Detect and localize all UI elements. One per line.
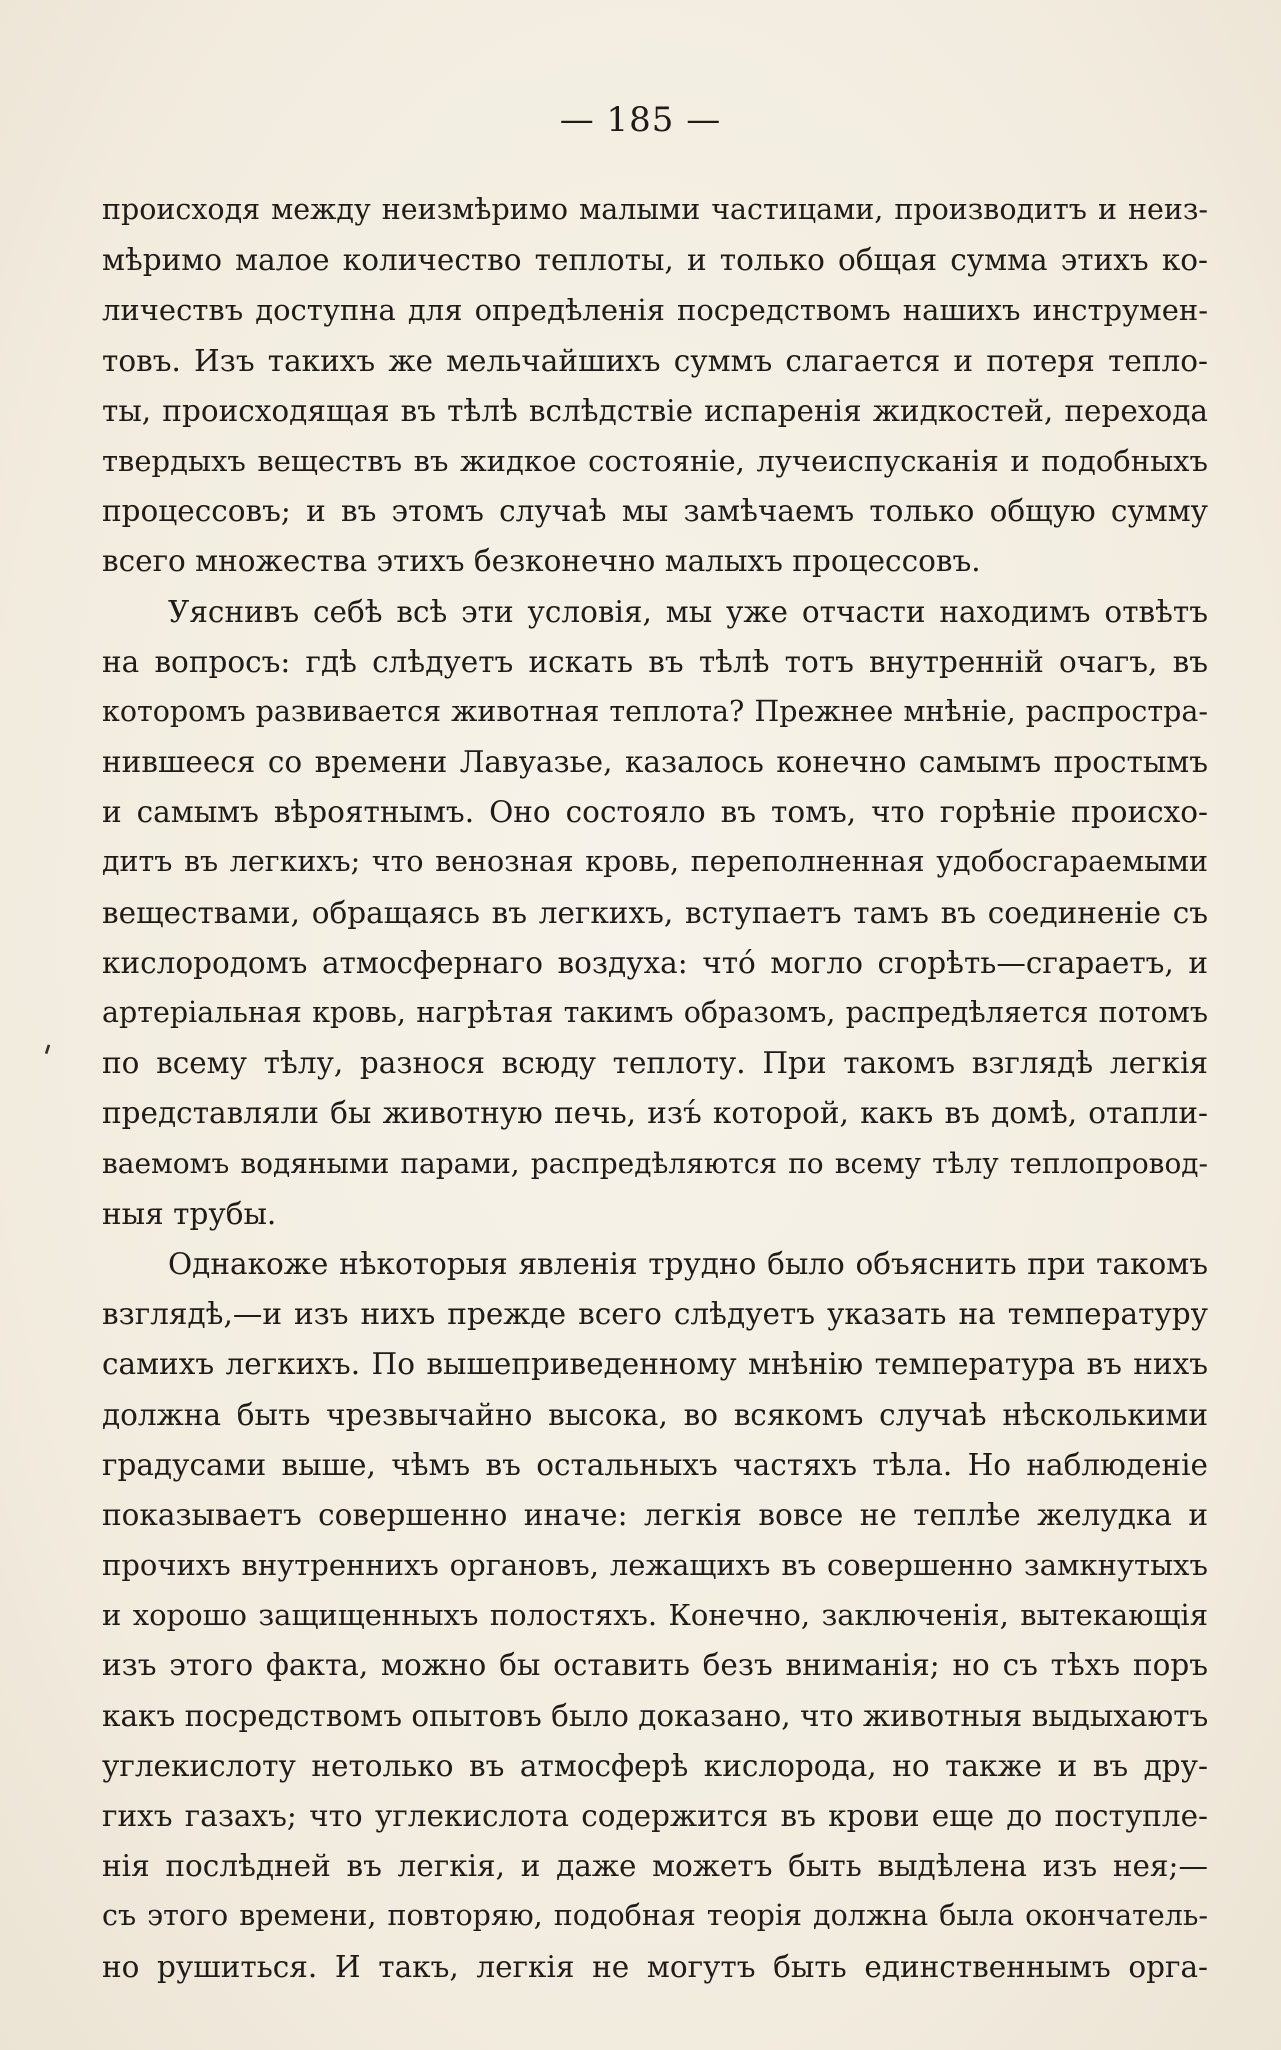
text-line: какъ посредствомъ опытовъ было доказано, что животныя выдыхаютъ bbox=[102, 1698, 1209, 1733]
text-line: процессовъ; и въ этомъ случаѣ мы замѣчаемъ только общую сумму bbox=[102, 494, 1208, 529]
text-line: дитъ въ легкихъ; что венозная кровь, переполненная удобосгараемыми bbox=[102, 845, 1208, 879]
text-line: твердыхъ веществъ въ жидкое состояніе, лучеиспусканія и подобныхъ bbox=[102, 443, 1208, 478]
text-line: которомъ развивается животная теплота? Прежнее мнѣніе, распростра- bbox=[102, 694, 1208, 728]
text-line: веществами, обращаясь въ легкихъ, вступаетъ тамъ въ соединеніе съ bbox=[102, 895, 1208, 930]
text-line: артеріальная кровь, нагрѣтая такимъ образомъ, распредѣляется потомъ bbox=[102, 996, 1208, 1029]
text-line: изъ этого факта, можно бы оставить безъ вниманія; но съ тѣхъ поръ bbox=[102, 1648, 1208, 1683]
text-line: Уяснивъ себѣ всѣ эти условія, мы уже отчасти находимъ отвѣтъ bbox=[168, 594, 1208, 629]
text-line: ваемомъ водяными парами, распредѣляются по всему тѣлу теплопровод- bbox=[102, 1146, 1208, 1180]
text-line: ты, происходящая въ тѣлѣ вслѣдствіе испаренія жидкостей, перехода bbox=[102, 393, 1208, 428]
text-line: показываетъ совершенно иначе: легкія вовсе не теплѣе желудка и bbox=[102, 1497, 1208, 1532]
text-line: мѣримо малое количество теплоты, и только общая сумма этихъ ко- bbox=[102, 243, 1208, 278]
text-line: гихъ газахъ; что углекислота содержится въ крови еще до поступле- bbox=[102, 1799, 1208, 1833]
text-line: товъ. Изъ такихъ же мельчайшихъ суммъ слагается и потеря тепло- bbox=[102, 343, 1208, 378]
text-line: представляли бы животную печь, изъ́ которой, какъ въ домѣ, отапли- bbox=[102, 1096, 1208, 1131]
text-line: ныя трубы. bbox=[102, 1196, 277, 1231]
text-line: съ этого времени, повторяю, подобная теорія должна была окончатель- bbox=[102, 1899, 1208, 1933]
text-line: должна быть чрезвычайно высока, во всякомъ случаѣ нѣсколькими bbox=[102, 1397, 1208, 1432]
text-line: и хорошо защищенныхъ полостяхъ. Конечно, заключенія, вытекающія bbox=[102, 1598, 1208, 1633]
text-line: градусами выше, чѣмъ въ остальныхъ частяхъ тѣла. Но наблюденіе bbox=[102, 1447, 1208, 1482]
text-line: Однакоже нѣкоторыя явленія трудно было объяснить при такомъ bbox=[168, 1246, 1208, 1281]
text-line: на вопросъ: гдѣ слѣдуетъ искать въ тѣлѣ тотъ внутренній очагъ, въ bbox=[102, 644, 1208, 679]
margin-mark: ' bbox=[34, 1037, 56, 1079]
text-line: нія послѣдней въ легкія, и даже можетъ быть выдѣлена изъ нея;— bbox=[102, 1849, 1208, 1884]
body-text bbox=[102, 185, 1208, 1992]
text-line: и самымъ вѣроятнымъ. Оно состояло въ томъ, что горѣніе происхо- bbox=[102, 795, 1208, 830]
text-line: взглядѣ,—и изъ нихъ прежде всего слѣдуетъ указать на температуру bbox=[102, 1297, 1208, 1332]
text-line: происходя между неизмѣримо малыми частицами, производитъ и неиз- bbox=[102, 193, 1208, 226]
text-line: самихъ легкихъ. По вышеприведенному мнѣнію температура въ нихъ bbox=[102, 1347, 1208, 1382]
text-line: по всему тѣлу, разнося всюду теплоту. При такомъ взглядѣ легкія bbox=[102, 1046, 1208, 1081]
text-line: нившееся со времени Лавуазье, казалось конечно самымъ простымъ bbox=[102, 745, 1208, 780]
text-line: но рушиться. И такъ, легкія не могутъ быть единственнымъ орга- bbox=[102, 1949, 1208, 1984]
text-line: прочихъ внутреннихъ органовъ, лежащихъ въ совершенно замкнутыхъ bbox=[102, 1548, 1208, 1583]
text-line: всего множества этихъ безконечно малыхъ процессовъ. bbox=[102, 544, 981, 579]
text-line: углекислоту нетолько въ атмосферѣ кислорода, но также и въ дру- bbox=[102, 1748, 1208, 1783]
text-line: кислородомъ атмосфернаго воздуха: что́ могло сгорѣть—сгараетъ, и bbox=[102, 945, 1208, 980]
text-line: личествъ доступна для опредѣленія посредствомъ нашихъ инструмен- bbox=[102, 293, 1208, 328]
page-number: — 185 — bbox=[559, 100, 722, 140]
